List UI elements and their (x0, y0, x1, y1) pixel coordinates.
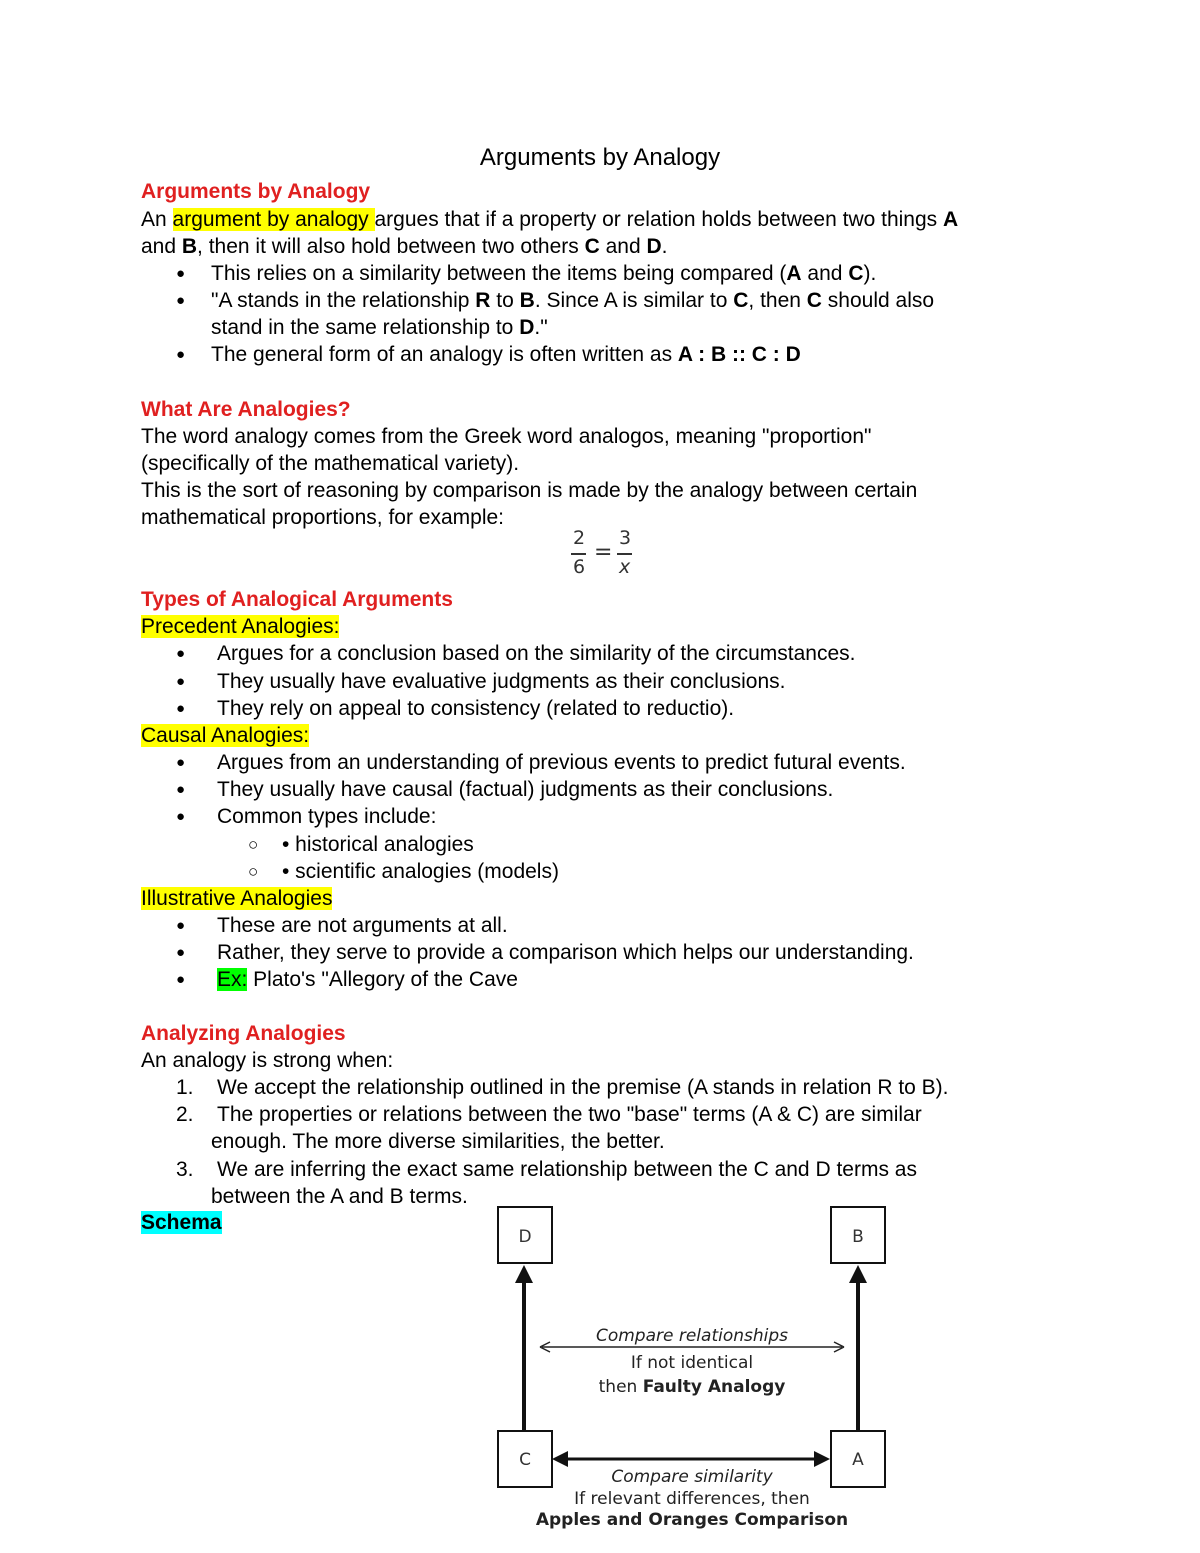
term-r: R (475, 289, 491, 312)
item-text: "A stands in the relationship (211, 289, 476, 312)
paragraph-line: The word analogy comes from the Greek word analogos, meaning "proportion" (141, 425, 872, 448)
term-c: C (733, 289, 749, 312)
compare-relationships-title: Compare relationships (595, 1326, 789, 1346)
list-item: They rely on appeal to consistency (related to reductio). (217, 697, 735, 720)
term-c: C (584, 235, 600, 258)
bullet-icon: ● (176, 645, 186, 662)
box-d-label: D (518, 1227, 532, 1247)
frac-bar (617, 553, 632, 555)
illustrative-label-text: Illustrative Analogies (141, 887, 333, 910)
intro-line-1 (141, 206, 958, 233)
section-heading-analyzing: Analyzing Analogies (141, 1022, 346, 1045)
frac-equals: = (594, 540, 613, 565)
bullet-icon: ● (176, 971, 186, 988)
precedent-label-text: Precedent Analogies: (141, 615, 340, 638)
compare-similarity-line2: If relevant differences, then (574, 1489, 810, 1509)
intro-line-2 (141, 233, 668, 260)
circle-bullet-icon: ○ (248, 862, 259, 881)
item-text: , then (748, 289, 807, 312)
schema-label-text: Schema (141, 1211, 222, 1234)
paragraph-line: An analogy is strong when: (141, 1049, 394, 1072)
term-b: B (519, 289, 535, 312)
item-text: stand in the same relationship to (211, 316, 520, 339)
list-item (211, 260, 876, 287)
intro-text: , then it will also hold between two others (197, 235, 585, 258)
compare-relationships-line3 (599, 1377, 786, 1397)
schema-diagram (480, 1195, 910, 1540)
numbered-item-continuation: between the A and B terms. (211, 1185, 468, 1208)
list-item: They usually have causal (factual) judgments as their conclusions. (217, 778, 834, 801)
precedent-label (141, 613, 339, 640)
box-a-label: A (852, 1450, 864, 1470)
term-c: C (848, 262, 864, 285)
frac-left-den: 6 (573, 556, 586, 578)
bullet-icon: ● (176, 808, 186, 825)
intro-text: . (661, 235, 668, 258)
paragraph-line: This is the sort of reasoning by comparison is made by the analogy between certain (141, 479, 918, 502)
list-item (211, 341, 801, 368)
item-text: This relies on a similarity between the items being compared ( (211, 262, 787, 285)
bullet-icon: ● (176, 754, 186, 771)
frac-right-num: 3 (619, 527, 632, 549)
arrow-a-to-b (849, 1265, 867, 1431)
sub-list-item: • scientific analogies (models) (282, 860, 559, 883)
term-a: A (943, 208, 959, 231)
item-text: . Since A is similar to (534, 289, 734, 312)
intro-text: and (599, 235, 647, 258)
apples-oranges-label: Apples and Oranges Comparison (535, 1510, 849, 1530)
item-text: to (490, 289, 520, 312)
list-item: Argues for a conclusion based on the similarity of the circumstances. (217, 642, 856, 665)
list-item: Argues from an understanding of previous events to predict futural events. (217, 751, 906, 774)
sub-list-item: • historical analogies (282, 833, 474, 856)
circle-bullet-icon: ○ (248, 835, 259, 854)
numbered-item: We accept the relationship outlined in the premise (A stands in relation R to B). (217, 1076, 949, 1099)
box-c-label: C (519, 1450, 531, 1470)
numbered-item-continuation: enough. The more diverse similarities, the better. (211, 1130, 665, 1153)
frac-left-num: 2 (573, 527, 586, 549)
intro-text: An (141, 208, 173, 231)
term-b: B (181, 235, 198, 258)
faulty-analogy-label: Faulty Analogy (642, 1377, 786, 1397)
list-item: These are not arguments at all. (217, 914, 508, 937)
bullet-icon: ● (176, 346, 186, 363)
section-heading-types: Types of Analogical Arguments (141, 588, 453, 611)
paragraph-line: (specifically of the mathematical variety). (141, 452, 520, 475)
item-text: The general form of an analogy is often written as (211, 343, 678, 366)
item-text: and (801, 262, 849, 285)
box-b-label: B (852, 1227, 864, 1247)
causal-label (141, 722, 309, 749)
term-d: D (646, 235, 662, 258)
paragraph-line: mathematical proportions, for example: (141, 506, 504, 529)
bullet-icon: ● (176, 917, 186, 934)
frac-right-den: x (619, 556, 631, 578)
item-text: ." (534, 316, 548, 339)
term-c: C (806, 289, 822, 312)
analogy-form: A : B :: C : D (677, 343, 801, 366)
bullet-icon: ● (176, 944, 186, 961)
bullet-icon: ● (176, 700, 186, 717)
causal-label-text: Causal Analogies: (141, 724, 310, 747)
example-label: Ex: (217, 968, 248, 991)
term-a: A (786, 262, 802, 285)
illustrative-label (141, 885, 332, 912)
list-number: 3. (176, 1158, 194, 1181)
term-d: D (519, 316, 535, 339)
list-item (211, 287, 934, 314)
list-item: Common types include: (217, 805, 437, 828)
compare-similarity-title: Compare similarity (611, 1467, 773, 1487)
section-heading-arguments: Arguments by Analogy (141, 180, 371, 203)
list-item: Rather, they serve to provide a comparison which helps our understanding. (217, 941, 914, 964)
bullet-icon: ● (176, 292, 186, 309)
schema-label (141, 1209, 222, 1236)
faulty-prefix: then (598, 1377, 643, 1397)
highlight-term: argument by analogy (172, 208, 375, 231)
arrow-c-to-d (515, 1265, 533, 1431)
intro-text: argues that if a property or relation holds between two things (374, 208, 943, 231)
numbered-item: The properties or relations between the two "base" terms (A & C) are similar (217, 1103, 922, 1126)
bullet-icon: ● (176, 265, 186, 282)
intro-text: and (141, 235, 182, 258)
list-number: 1. (176, 1076, 194, 1099)
list-number: 2. (176, 1103, 194, 1126)
compare-relationships-line2: If not identical (630, 1353, 754, 1373)
section-heading-what-are: What Are Analogies? (141, 398, 351, 421)
list-item: They usually have evaluative judgments as their conclusions. (217, 670, 786, 693)
numbered-item: We are inferring the exact same relationship between the C and D terms as (217, 1158, 917, 1181)
bullet-icon: ● (176, 781, 186, 798)
item-text: ). (863, 262, 877, 285)
compare-similarity-arrow (552, 1451, 830, 1467)
item-text: should also (821, 289, 935, 312)
list-item (217, 966, 518, 993)
example-text: Plato's "Allegory of the Cave (247, 968, 518, 991)
list-item-continuation (211, 314, 548, 341)
frac-bar (571, 553, 586, 555)
page-title: Arguments by Analogy (479, 144, 721, 171)
bullet-icon: ● (176, 673, 186, 690)
